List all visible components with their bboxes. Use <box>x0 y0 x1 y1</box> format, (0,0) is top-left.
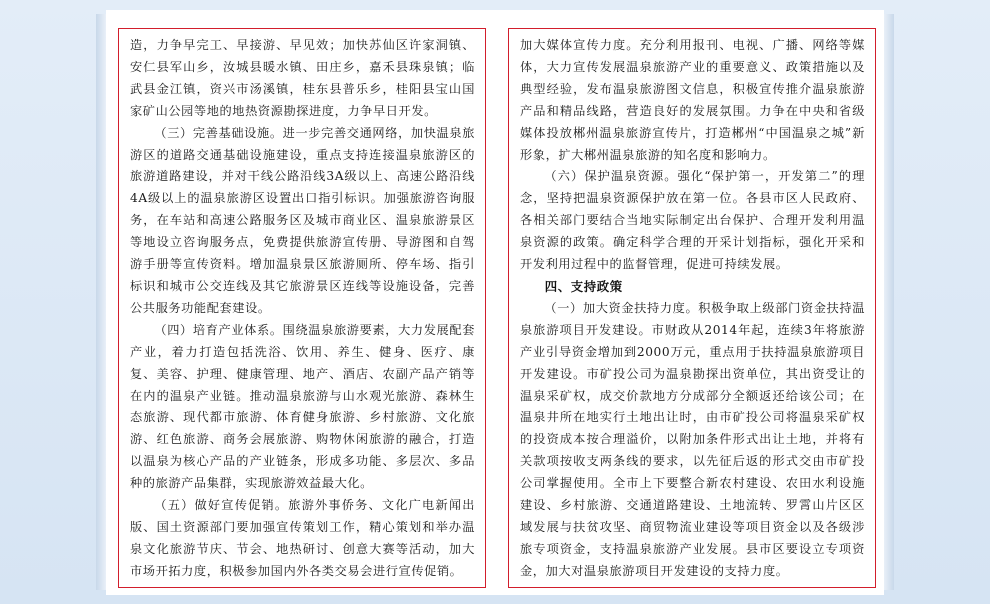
right-page-edge <box>884 14 894 590</box>
right-page <box>508 28 876 588</box>
paragraph: 造，力争早完工、早接游、早见效；加快苏仙区许家洞镇、安仁县军山乡，汝城县暖水镇、田庄乡，嘉禾县珠泉镇；临武县金江镇，资兴市汤溪镇，桂东县普乐乡，桂阳县宝山国家矿山公园等地的地热资源勘探进度，力争早日开发。 <box>130 38 475 118</box>
paragraph: （一）加大资金扶持力度。积极争取上级部门资金扶持温泉旅游项目开发建设。市财政从2014年起，连续3年将旅游产业引导资金增加到2000万元，重点用于扶持温泉旅游项目开发建设。市矿投公司为温泉勘探出资单位，其出资受让的温泉采矿权，成交价款地方分成部分全额返还给该公司；在温泉井所在地实行土地出让时，由市矿投公司将温泉采矿权的投资成本按合理溢价，以附加条件形式出让土地，并将有关款项按收支两条线的要求，以先征后返的形式交由市矿投公司掌握使用。全市上下要整合新农村建设、农田水利设施建设、乡村旅游、交通道路建设、土地流转、罗霄山片区区域发展与扶贫攻坚、商贸物流业建设等项目资金以及各级涉旅专项资金，支持温泉旅游产业发展。县市区要设立专项资金，加大对温泉旅游项目开发建设的支持力度。 <box>520 300 865 578</box>
paragraph: （五）做好宣传促销。旅游外事侨务、文化广电新闻出版、国土资源部门要加强宣传策划工作，精心策划和举办温泉文化旅游节庆、节会、地热研讨、创意大赛等活动，加大市场开拓力度，积极参加国内外各类交易会进行宣传促销。 <box>130 498 475 578</box>
section-heading: 四、支持政策 <box>544 278 623 294</box>
paragraph: 加大媒体宣传力度。充分利用报刊、电视、广播、网络等媒体，大力宣传发展温泉旅游产业的重要意义、政策措施以及典型经验，发布温泉旅游图文信息，积极宣传推介温泉旅游产品和精品线路，营造良好的发展氛围。力争在中央和省级媒体投放郴州温泉旅游宣传片，打造郴州“中国温泉之城”新形象，扩大郴州温泉旅游的知名度和影响力。 <box>520 38 865 162</box>
paragraph: （六）保护温泉资源。强化“保护第一，开发第二”的理念，坚持把温泉资源保护放在第一位。各县市区人民政府、各相关部门要结合当地实际制定出台保护、合理开发利用温泉资源的政策。确定科学合理的开采计划指标，强化开采和开发利用过程中的监督管理，促进可持续发展。 <box>520 169 865 272</box>
paragraph: （四）培育产业体系。围绕温泉旅游要素，大力发展配套产业，着力打造包括洗浴、饮用、养生、健身、医疗、康复、美容、护理、健康管理、地产、酒店、农副产品产销等在内的温泉产业链。推动温泉旅游与山水观光旅游、森林生态旅游、现代都市旅游、体育健身旅游、乡村旅游、文化旅游、红色旅游、商务会展旅游、购物休闲旅游的融合，打造以温泉为核心产品的产业链条，形成多功能、多层次、多品种的旅游产品集群，实现旅游效益最大化。 <box>130 322 475 491</box>
left-page <box>118 28 486 588</box>
document-spread <box>106 10 884 595</box>
paragraph: （三）完善基础设施。进一步完善交通网络，加快温泉旅游区的道路交通基础设施建设，重点支持连接温泉旅游区的旅游道路建设，并对干线公路沿线3A级以上、高速公路沿线4A级以上的温泉旅游区设置出口指引标识。加强旅游咨询服务，在车站和高速公路服务区及城市商业区、温泉旅游景区等地设立咨询服务点，免费提供旅游宣传册、导游图和自驾游手册等宣传资料。增加温泉景区旅游厕所、停车场、指引标识和城市公交连线及其它旅游景区连线等设施设备，完善公共服务功能配套建设。 <box>130 125 475 315</box>
left-page-edge <box>96 14 106 590</box>
